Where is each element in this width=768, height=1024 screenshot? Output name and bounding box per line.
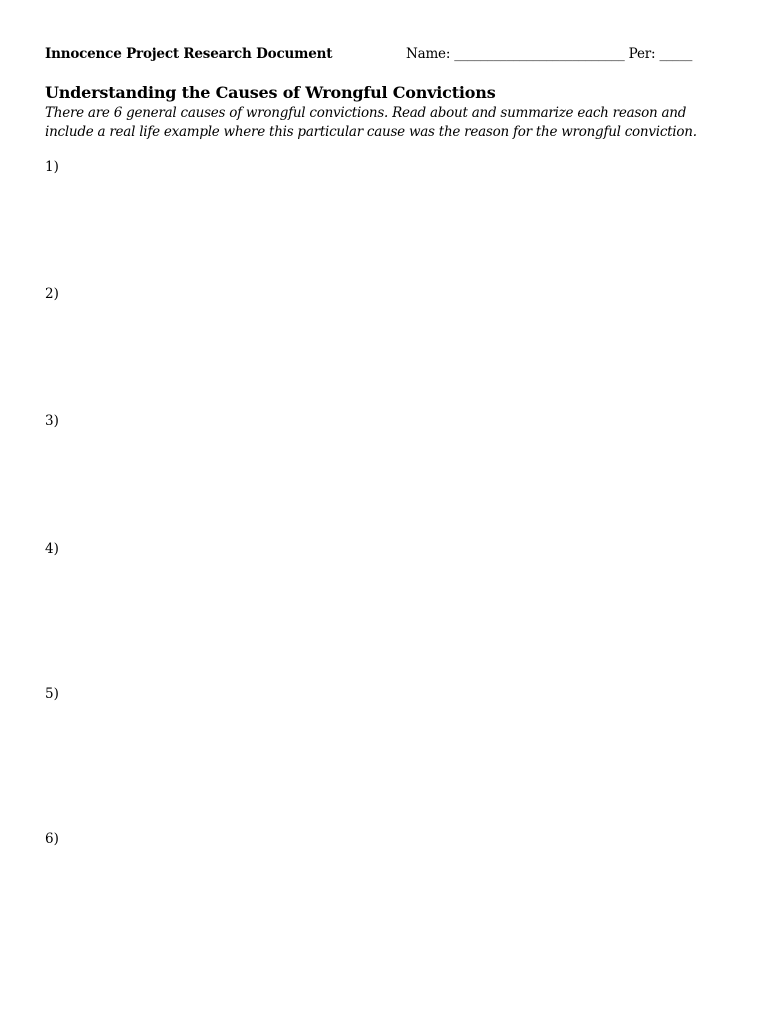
name-period-line: Name: __________________________ Per: _____ <box>406 46 693 62</box>
list-item-number: 3) <box>45 413 59 429</box>
page-title: Understanding the Causes of Wrongful Convictions <box>45 83 496 102</box>
list-item-number: 5) <box>45 686 59 702</box>
document-label: Innocence Project Research Document <box>45 46 333 62</box>
instructions-text: There are 6 general causes of wrongful convictions. Read about and summarize each reason and include a real life example where this particular cause was the reason for the wrongful conviction. <box>45 105 697 140</box>
list-item-number: 1) <box>45 159 59 175</box>
list-item-number: 6) <box>45 831 59 847</box>
list-item-number: 2) <box>45 286 59 302</box>
list-item-number: 4) <box>45 541 59 557</box>
